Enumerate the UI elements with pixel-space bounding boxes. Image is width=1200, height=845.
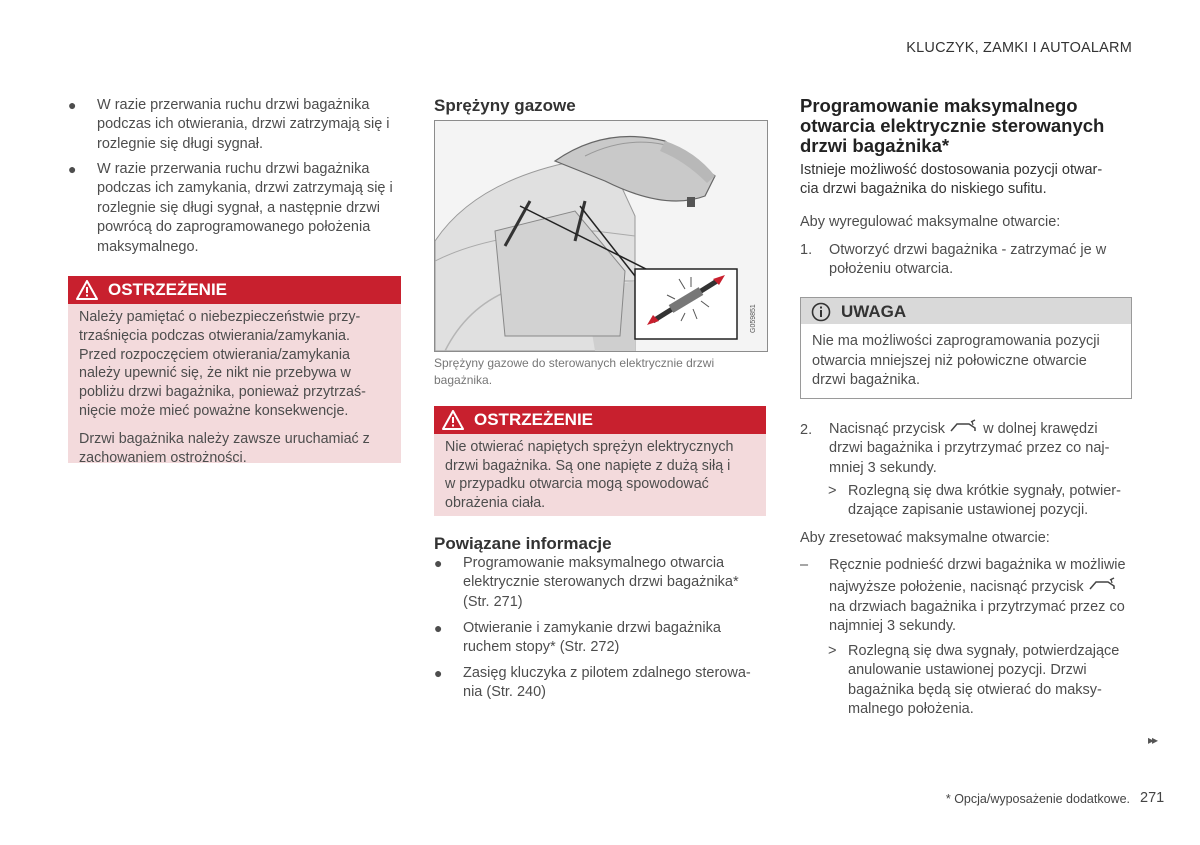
text-line: Przed rozpoczęciem otwierania/zamykania [79, 346, 350, 363]
text-line: otwarcia mniejszej niż połowiczne otwarcie [812, 352, 1087, 369]
info-icon [811, 302, 831, 322]
text-line: mniej 3 sekundy. [829, 459, 937, 476]
text-line: Zasięg kluczyka z pilotem zdalnego sterowa- [463, 665, 751, 681]
text-line: cia drzwi bagażnika do niskiego sufitu. [800, 181, 1047, 197]
title-line: Programowanie maksymalnego [800, 95, 1078, 116]
warning-triangle-icon [76, 280, 98, 300]
text-line: powrócą do zaprogramowanego położenia [97, 219, 371, 236]
gas-spring-illustration [434, 120, 768, 352]
text-line: drzwi bagażnika i przytrzymać przez co naj- [829, 440, 1110, 457]
warning-box [434, 406, 766, 516]
footnote: * Opcja/wyposażenie dodatkowe. [945, 792, 1130, 806]
note-title: UWAGA [841, 302, 907, 321]
text-line: anulowanie ustawionej pozycji. Drzwi [848, 662, 1087, 679]
text-line: Rozlegną się dwa krótkie sygnały, potwier- [848, 483, 1121, 499]
running-header: KLUCZYK, ZAMKI I AUTOALARM [906, 40, 1132, 56]
text-line: Sprężyny gazowe do sterowanych elektrycznie drzwi [434, 356, 715, 370]
text-line [829, 419, 1109, 439]
text-line: ruchem stopy* (Str. 272) [463, 639, 620, 656]
text-line: elektrycznie sterowanych drzwi bagażnika* [463, 574, 739, 591]
text-line: rozlegnie się długi sygnał. [97, 135, 264, 152]
title-line: drzwi bagażnika* [800, 135, 950, 156]
text-line [829, 577, 1126, 597]
text-line: Programowanie maksymalnego otwarcia [463, 555, 725, 571]
text-line: dzające zapisanie ustawionej pozycji. [848, 502, 1089, 519]
section-heading: Sprężyny gazowe [434, 96, 576, 115]
tailgate-button-icon [949, 419, 979, 435]
text-line: malnego położenia. [848, 701, 974, 718]
text-line: położeniu otwarcia. [829, 261, 954, 278]
warning-box [68, 276, 401, 466]
note-header [801, 298, 1131, 324]
text-line: Istnieje możliwość dostosowania pozycji otwar- [800, 162, 1103, 178]
text-line: trzaśnięcia podczas otwierania/zamykania. [79, 327, 350, 344]
text-line: Ręcznie podnieść drzwi bagażnika w możliwie [829, 557, 1126, 573]
text-line: Drzwi bagażnika należy zawsze uruchamiać z [79, 430, 370, 447]
text-segment: najwyższe położenie, nacisnąć przycisk [829, 579, 1084, 596]
text-segment: Nacisnąć przycisk [829, 421, 946, 437]
warning-title: OSTRZEŻENIE [108, 280, 228, 299]
text-line: podczas ich otwierania, drzwi zatrzymają się i [97, 116, 390, 133]
bullet: ● [434, 555, 443, 571]
result-marker: > [828, 643, 837, 659]
step-number: 2. [800, 422, 813, 438]
tailgate-illustration [435, 121, 767, 351]
text-line: na drzwiach bagażnika i przytrzymać przez co [829, 598, 1125, 615]
warning-title: OSTRZEŻENIE [474, 410, 594, 429]
warning-header [68, 276, 401, 304]
text-line: Rozlegną się dwa sygnały, potwierdzające [848, 643, 1120, 659]
text-line: w przypadku otwarcia mogą spowodować [445, 476, 709, 492]
tailgate-button-icon [1088, 577, 1118, 593]
text-line: bagażnika. [434, 373, 493, 387]
text-line: maksymalnego. [97, 238, 199, 255]
reset-label: Aby zresetować maksymalne otwarcie: [800, 530, 1050, 546]
figure-caption [434, 355, 767, 389]
warning-header [434, 406, 766, 434]
warning-text [445, 438, 756, 512]
text-line: Należy pamiętać o niebezpieczeństwie przy- [79, 309, 361, 325]
text-line: nięcie może mieć poważne konsekwencje. [79, 402, 349, 419]
text-line: W razie przerwania ruchu drzwi bagażnika [97, 161, 370, 177]
text-line: drzwi bagażnika. Są one napięte z dużą siłą i [445, 457, 731, 474]
text-line: podczas ich zamykania, drzwi zatrzymają się i [97, 180, 393, 197]
text-line: drzwi bagażnika. [812, 372, 920, 388]
text-line: Otwieranie i zamykanie drzwi bagażnika [463, 620, 721, 636]
intro-text [800, 161, 1133, 199]
text-line: (Str. 271) [463, 593, 523, 610]
dash-marker: – [800, 557, 809, 573]
text-line: obrażenia ciała. [445, 494, 546, 511]
related-heading: Powiązane informacje [434, 534, 612, 553]
text-line: należy upewnić się, że nikt nie przebywa w [79, 365, 351, 382]
note-box [800, 297, 1132, 399]
bullet: ● [68, 161, 77, 177]
text-line: nia (Str. 240) [463, 684, 547, 701]
text-line: zachowaniem ostrożności. [79, 449, 247, 466]
bullet: ● [68, 97, 77, 113]
text-line: rozlegnie się długi sygnał, a następnie drzwi [97, 199, 380, 216]
text-segment: w dolnej krawędzi [983, 421, 1098, 437]
note-text [812, 332, 1121, 391]
text-line: pobliżu drzwi bagażnika, ponieważ przytrzaś- [79, 384, 366, 401]
bullet: ● [434, 620, 443, 636]
text-line: Otworzyć drzwi bagażnika - zatrzymać je w [829, 242, 1107, 258]
continue-marker: ▸▸ [1148, 733, 1157, 747]
title-line: otwarcia elektrycznie sterowanych [800, 115, 1105, 136]
figure-code: G059851 [750, 304, 757, 333]
text-line: Nie otwierać napiętych sprężyn elektrycznych [445, 439, 734, 455]
step-number: 1. [800, 242, 813, 258]
warning-text [79, 308, 391, 467]
text-line: Nie ma możliwości zaprogramowania pozycji [812, 333, 1100, 349]
page-number: 271 [1140, 790, 1165, 806]
text-line: W razie przerwania ruchu drzwi bagażnika [97, 97, 370, 113]
page-title [800, 96, 1140, 156]
adjust-label: Aby wyregulować maksymalne otwarcie: [800, 214, 1061, 230]
bullet: ● [434, 665, 443, 681]
text-line: bagażnika będą się otwierać do maksy- [848, 681, 1102, 698]
result-marker: > [828, 483, 837, 499]
warning-triangle-icon [442, 410, 464, 430]
text-line: najmniej 3 sekundy. [829, 618, 957, 635]
